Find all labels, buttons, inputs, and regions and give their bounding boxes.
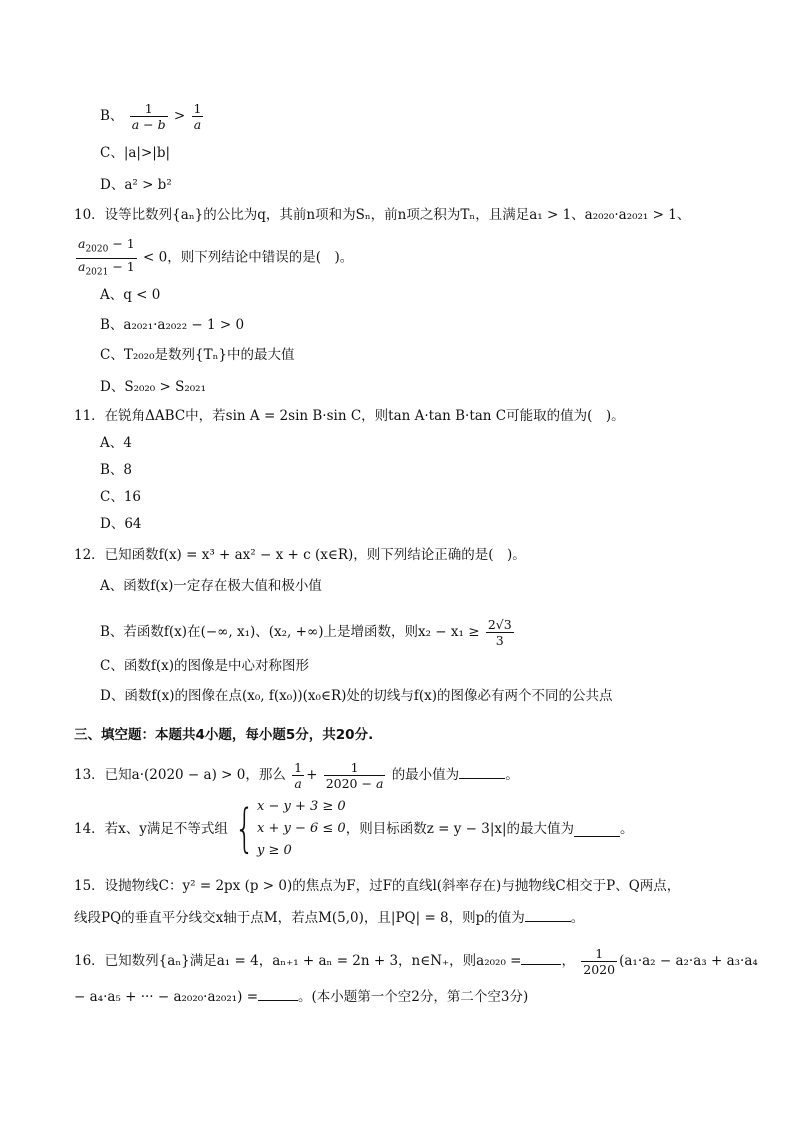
q10-option-b: B、a₂₀₂₁·a₂₀₂₂ − 1 > 0 — [100, 317, 245, 333]
q12-option-c: C、函数f(x)的图像是中心对称图形 — [100, 658, 309, 674]
q12-option-d: D、函数f(x)的图像在点(x₀, f(x₀))(x₀∈R)处的切线与f(x)的图像必有两个不同的公共点 — [100, 688, 613, 704]
q10-option-a: A、q < 0 — [100, 287, 161, 303]
q11-stem: 11．在锐角ΔABC中，若sin A = 2sin B·sin C，则tan A·tan B·tan C可能取的值为( )。 — [74, 408, 625, 424]
q12-option-b: B、若函数f(x)在(−∞, x₁)、(x₂, +∞)上是增函数，则x₂ − x₁ ≥ $\frac{2√3}{3}$ — [100, 617, 512, 648]
answer-blank[interactable] — [521, 950, 561, 965]
q13: 13．已知a·(2020 − a) > 0，那么 $\frac{1}{a}$ + $\frac{1}{2020 - a}$ 的最小值为 。 — [74, 760, 519, 791]
section-heading: 三、填空题：本题共4小题，每小题5分，共20分. — [74, 727, 374, 743]
q11-option-a: A、4 — [100, 435, 132, 451]
fraction: $\frac{1}{a}$ — [193, 101, 202, 132]
q10-stem-line2: $\frac{a_{2020} - 1}{a_{2021} - 1}$ < 0，则下列结论中错误的是( )。 — [74, 236, 353, 280]
fraction: $\frac{1}{2020 - a}$ — [325, 760, 384, 791]
fraction: $\frac{1}{2020}$ — [583, 946, 616, 977]
q16-line2: − a₄·a₅ + ··· − a₂₀₂₀·a₂₀₂₁) = 。(本小题第一个空2分，第二个空3分) — [74, 986, 528, 1007]
fraction: $\frac{a_{2020} - 1}{a_{2021} - 1}$ — [78, 236, 135, 277]
brace-symbol: { — [234, 799, 255, 859]
fraction: $\frac{1}{a - b}$ — [131, 101, 166, 132]
q9-option-b: B、 $\frac{1}{a - b}$ > $\frac{1}{a}$ — [100, 101, 202, 132]
q16-line1: 16．已知数列{aₙ}满足a₁ = 4，aₙ₊₁ + aₙ = 2n + 3，n∈N₊，则a₂₀₂₀ = ， $\frac{1}{2020}$ (a₁·a₂ − a₂·a₃ + a₃·a₄ — [74, 946, 758, 977]
q10-option-c: C、T₂₀₂₀是数列{Tₙ}中的最大值 — [100, 347, 295, 363]
fraction: $\frac{2√3}{3}$ — [487, 617, 512, 648]
q14: 14．若x、y满足不等式组 { x − y + 3 ≥ 0 x + y − 6 ≤ 0 y ≥ 0 ，则目标函数z = y − 3|x|的最大值为 。 — [74, 796, 634, 862]
q10-stem-line1: 10．设等比数列{aₙ}的公比为q，其前n项和为Sₙ，前n项之积为Tₙ，且满足a₁ > 1、a₂₀₂₀·a₂₀₂₁ > 1、 — [74, 207, 691, 223]
q15-line2: 线段PQ的垂直平分线交x轴于点M，若点M(5,0)，且|PQ| = 8，则p的值为 。 — [74, 907, 584, 928]
inequality-system: x − y + 3 ≥ 0 x + y − 6 ≤ 0 y ≥ 0 — [257, 799, 346, 858]
answer-blank[interactable] — [258, 986, 298, 1001]
q12-option-a: A、函数f(x)一定存在极大值和极小值 — [100, 578, 322, 594]
q12-stem: 12．已知函数f(x) = x³ + ax² − x + c (x∈R)，则下列结论正确的是( )。 — [74, 547, 526, 563]
fraction: $\frac{1}{a}$ — [294, 760, 303, 791]
q11-option-d: D、64 — [100, 516, 142, 532]
q10-option-d: D、S₂₀₂₀ > S₂₀₂₁ — [100, 379, 207, 395]
q15-line1: 15．设抛物线C：y² = 2px (p > 0)的焦点为F，过F的直线l(斜率存在)与抛物线C相交于P、Q两点， — [74, 878, 681, 894]
q11-option-b: B、8 — [100, 462, 133, 478]
answer-blank[interactable] — [574, 822, 620, 837]
answer-blank[interactable] — [459, 764, 505, 779]
q11-option-c: C、16 — [100, 489, 142, 505]
answer-blank[interactable] — [525, 907, 571, 922]
q9-option-c: C、|a|>|b| — [100, 145, 171, 161]
q9-option-d: D、a² > b² — [100, 177, 172, 193]
